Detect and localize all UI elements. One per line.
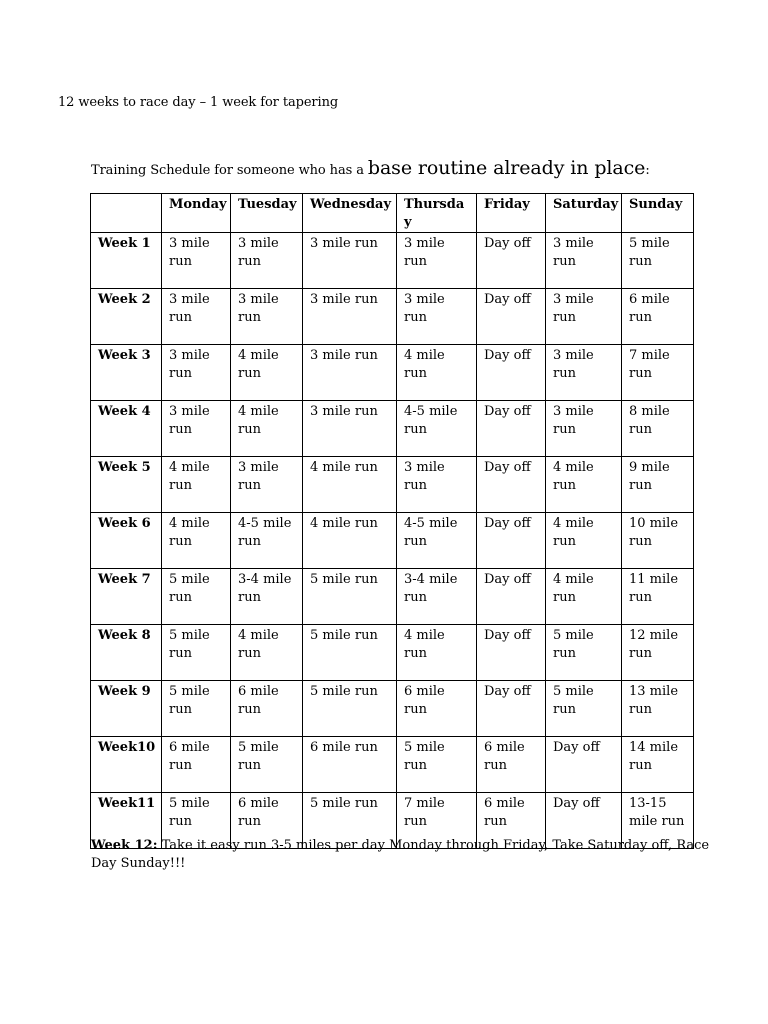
week-label: Week 4	[91, 401, 162, 457]
header-saturday: Saturday	[546, 194, 622, 233]
table-cell: 4 mile run	[231, 625, 303, 681]
table-cell: 3 mile run	[546, 401, 622, 457]
table-cell: 6 mile run	[622, 289, 694, 345]
table-cell: 3 mile run	[231, 289, 303, 345]
table-cell: 4-5 mile run	[397, 401, 477, 457]
subtitle-suffix: :	[645, 163, 650, 178]
table-cell: 3 mile run	[162, 233, 231, 289]
table-cell: 11 mile run	[622, 569, 694, 625]
table-cell: 6 mile run	[477, 793, 546, 849]
week-label: Week 9	[91, 681, 162, 737]
header-monday: Monday	[162, 194, 231, 233]
table-cell: 14 mile run	[622, 737, 694, 793]
table-cell: 3 mile run	[162, 401, 231, 457]
table-row	[91, 289, 694, 345]
table-cell: 4 mile run	[397, 625, 477, 681]
table-cell: 3 mile run	[546, 345, 622, 401]
subtitle-emphasis: base routine already in place	[367, 157, 646, 179]
table-cell: 5 mile run	[303, 793, 397, 849]
table-cell: Day off	[477, 401, 546, 457]
table-cell: 4-5 mile run	[397, 513, 477, 569]
table-cell: Day off	[477, 345, 546, 401]
table-cell: 5 mile run	[546, 625, 622, 681]
table-cell: 3 mile run	[231, 233, 303, 289]
table-row	[91, 681, 694, 737]
table-cell: 4 mile run	[231, 345, 303, 401]
table-cell: 5 mile run	[303, 625, 397, 681]
table-cell: 5 mile run	[162, 625, 231, 681]
table-cell: 5 mile run	[231, 737, 303, 793]
table-cell: 3 mile run	[397, 289, 477, 345]
table-cell: 3 mile run	[397, 457, 477, 513]
table-cell: 3 mile run	[162, 345, 231, 401]
table-cell: Day off	[477, 289, 546, 345]
week-label: Week10	[91, 737, 162, 793]
table-cell: 3-4 mile run	[397, 569, 477, 625]
table-row	[91, 625, 694, 681]
week-label: Week 8	[91, 625, 162, 681]
table-cell: Day off	[477, 625, 546, 681]
table-cell: 3 mile run	[162, 289, 231, 345]
table-cell: Day off	[546, 793, 622, 849]
table-cell: 4 mile run	[546, 569, 622, 625]
table-cell: 7 mile run	[397, 793, 477, 849]
table-cell: 3 mile run	[303, 233, 397, 289]
table-row	[91, 457, 694, 513]
header-thursday: Thursda y	[397, 194, 477, 233]
table-row	[91, 569, 694, 625]
training-schedule-table	[90, 193, 694, 849]
table-cell: Day off	[477, 569, 546, 625]
week-label: Week 2	[91, 289, 162, 345]
week-label: Week 5	[91, 457, 162, 513]
table-cell: 5 mile run	[397, 737, 477, 793]
table-cell: 3 mile run	[231, 457, 303, 513]
table-row	[91, 233, 694, 289]
table-cell: 5 mile run	[303, 681, 397, 737]
table-cell: 4-5 mile run	[231, 513, 303, 569]
table-cell: 5 mile run	[303, 569, 397, 625]
table-cell: 4 mile run	[162, 513, 231, 569]
table-cell: 5 mile run	[546, 681, 622, 737]
table-cell: 5 mile run	[622, 233, 694, 289]
schedule-subtitle	[91, 157, 650, 179]
week-label: Week11	[91, 793, 162, 849]
header-friday: Friday	[477, 194, 546, 233]
table-cell: 6 mile run	[162, 737, 231, 793]
table-cell: 3 mile run	[303, 345, 397, 401]
table-cell: 4 mile run	[303, 513, 397, 569]
table-row	[91, 401, 694, 457]
table-cell: 6 mile run	[231, 681, 303, 737]
week-12-label: Week 12:	[91, 838, 158, 853]
table-row	[91, 737, 694, 793]
table-row	[91, 513, 694, 569]
header-row	[91, 194, 694, 233]
table-cell: 4 mile run	[546, 513, 622, 569]
header-corner	[91, 194, 162, 233]
table-cell: Day off	[546, 737, 622, 793]
table-cell: 9 mile run	[622, 457, 694, 513]
table-cell: 4 mile run	[162, 457, 231, 513]
table-cell: 3 mile run	[546, 233, 622, 289]
table-cell: 4 mile run	[546, 457, 622, 513]
table-cell: Day off	[477, 681, 546, 737]
table-cell: 6 mile run	[231, 793, 303, 849]
week-label: Week 7	[91, 569, 162, 625]
table-cell: 10 mile run	[622, 513, 694, 569]
table-cell: 5 mile run	[162, 569, 231, 625]
table-cell: 13-15 mile run	[622, 793, 694, 849]
table-cell: 3-4 mile run	[231, 569, 303, 625]
table-cell: Day off	[477, 233, 546, 289]
table-cell: 4 mile run	[231, 401, 303, 457]
table-cell: Day off	[477, 513, 546, 569]
table-cell: 6 mile run	[477, 737, 546, 793]
table-cell: 3 mile run	[397, 233, 477, 289]
week-label: Week 1	[91, 233, 162, 289]
table-cell: 5 mile run	[162, 793, 231, 849]
table-cell: 8 mile run	[622, 401, 694, 457]
table-cell: 4 mile run	[397, 345, 477, 401]
header-sunday: Sunday	[622, 194, 694, 233]
table-cell: 13 mile run	[622, 681, 694, 737]
table-cell: 7 mile run	[622, 345, 694, 401]
table-cell: 6 mile run	[303, 737, 397, 793]
subtitle-prefix: Training Schedule for someone who has a	[91, 163, 368, 178]
table-cell: 3 mile run	[303, 289, 397, 345]
header-wednesday: Wednesday	[303, 194, 397, 233]
table-cell: Day off	[477, 457, 546, 513]
header-tuesday: Tuesday	[231, 194, 303, 233]
week-label: Week 6	[91, 513, 162, 569]
table-cell: 4 mile run	[303, 457, 397, 513]
week-label: Week 3	[91, 345, 162, 401]
intro-line: 12 weeks to race day – 1 week for tapering	[58, 95, 339, 110]
week-12-note	[91, 837, 731, 873]
table-row	[91, 345, 694, 401]
week-12-text: Take it easy run 3-5 miles per day Monday through Friday, Take Saturday off, Race Day Sunday!!!	[91, 838, 710, 871]
table-cell: 3 mile run	[303, 401, 397, 457]
table-cell: 5 mile run	[162, 681, 231, 737]
table-cell: 12 mile run	[622, 625, 694, 681]
table-cell: 6 mile run	[397, 681, 477, 737]
table-cell: 3 mile run	[546, 289, 622, 345]
